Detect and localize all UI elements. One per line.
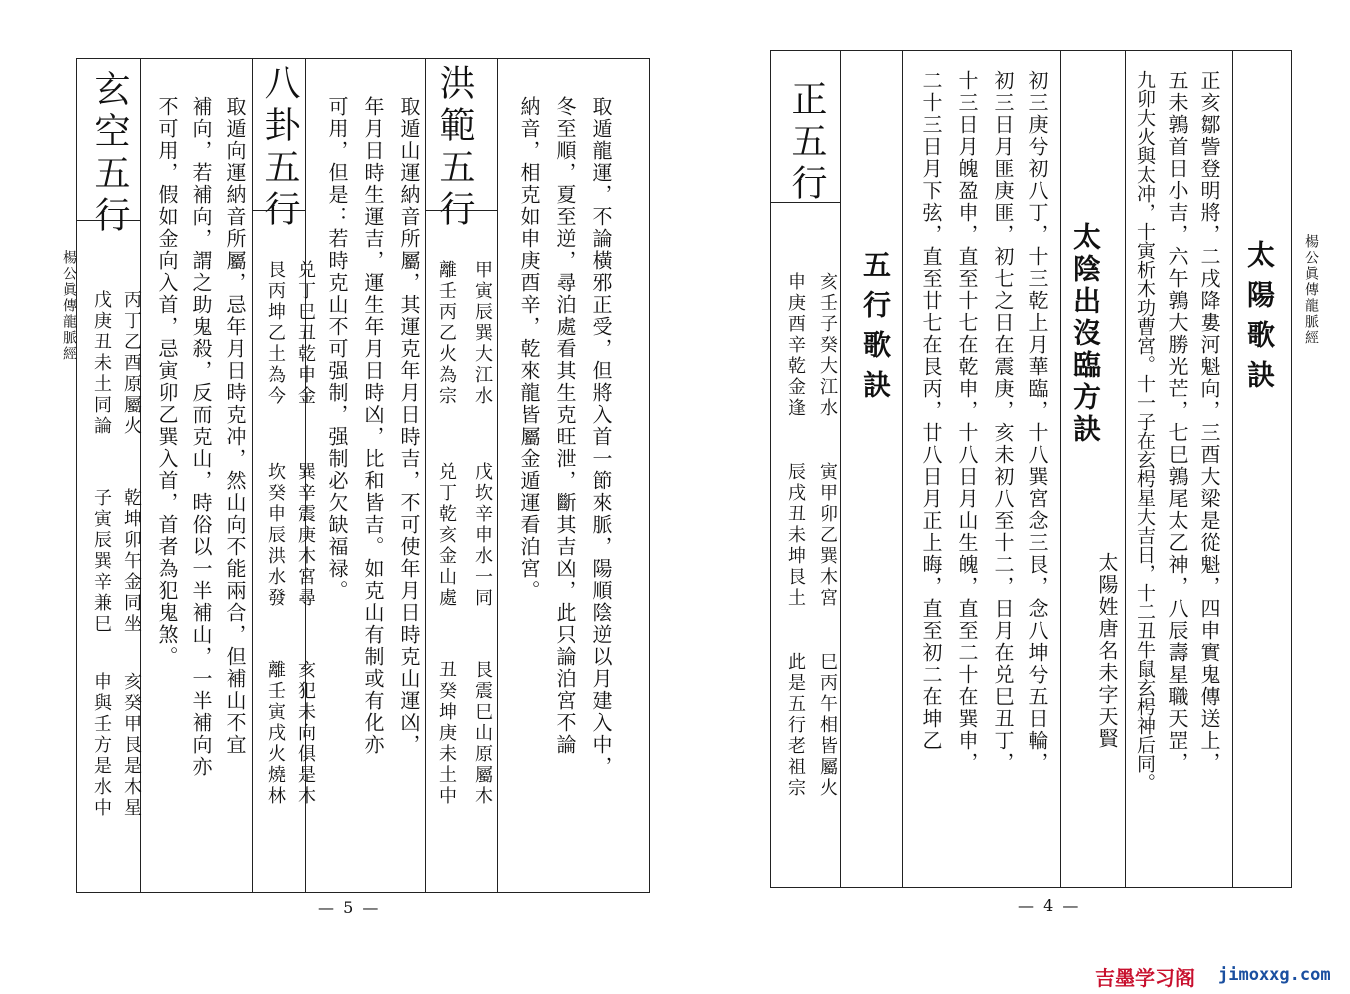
bagua-row-1-cell-2: 巽辛震庚木宮尋 bbox=[295, 462, 316, 609]
zheng-row-2-cell-1: 申庚酉辛乾金逢 bbox=[785, 272, 806, 419]
watermark-cn: 吉墨学习阁 bbox=[1095, 966, 1195, 990]
bagua-text-col-2: 補向，若補向，謂之助鬼殺，反而克山，時俗以一半補山，一半補向亦 bbox=[189, 96, 213, 778]
hongfan-title: 洪範五行 bbox=[434, 64, 475, 232]
zheng-row-2-cell-3: 此是五行老祖宗 bbox=[785, 652, 806, 799]
p5-text-col-1: 取遁龍運，不論橫邪正受，但將入首一節來脈，陽順陰逆以月建入中， bbox=[589, 96, 613, 778]
watermark-url: jimoxxg.com bbox=[1218, 965, 1331, 985]
taiyin-rule-right bbox=[1125, 50, 1126, 888]
zheng-row-1-cell-1: 亥壬子癸大江水 bbox=[817, 272, 838, 419]
taiyin-line-3: 十三日月魄盈申，直至十七在乾申，十八日月山生魄，直至二十在巽申， bbox=[955, 70, 979, 774]
xuankong-row-2-cell-1: 戊庚丑未土同論 bbox=[91, 290, 112, 437]
hongfan-rule-left bbox=[425, 58, 426, 893]
zheng-row-2-cell-2: 辰戌丑未坤艮土 bbox=[785, 462, 806, 609]
taiyin-line-4: 二十三日月下弦，直至廿七在艮丙，廿八日月正上晦，直至初二在坤乙 bbox=[919, 70, 943, 752]
wuxing-rule bbox=[902, 50, 903, 888]
page-4-running-head: 楊公眞傳龍脈經 bbox=[1303, 234, 1319, 346]
taiyang-line-3: 九卯大火與太冲，十寅析木功曹宮。十一子在玄枵星大吉日，十二丑牛鼠玄枵神后同。 bbox=[1134, 70, 1156, 792]
bagua-row-2-cell-1: 艮丙坤乙土為今 bbox=[265, 260, 286, 407]
hongfan-rule-right bbox=[497, 58, 498, 893]
hongfan-row-2-cell-3: 丑癸坤庚未土中 bbox=[436, 660, 457, 807]
bagua-row-1-cell-1: 兑丁巳丑乾申金 bbox=[295, 260, 316, 407]
taiyin-line-1: 初三庚兮初八丁，十三乾上月華臨，十八巽宮念三艮，念八坤兮五日輪， bbox=[1025, 70, 1049, 774]
bagua-title: 八卦五行 bbox=[259, 64, 300, 232]
hongfan-row-2-cell-1: 離壬丙乙火為宗 bbox=[436, 260, 457, 407]
bagua-row-2-cell-3: 離壬寅戌火燒林 bbox=[265, 660, 286, 807]
hongfan-text-col-2: 年月日時生運吉，運生年月日時凶，比和皆吉。如克山有制或有化亦 bbox=[361, 96, 385, 756]
xuankong-row-1-cell-1: 丙丁乙酉原屬火 bbox=[121, 290, 142, 437]
page-5-number: — 5 — bbox=[318, 898, 381, 917]
p5-text-col-2: 冬至順，夏至逆，尋泊處看其生克旺泄，斷其吉凶，此只論泊宮不論 bbox=[553, 96, 577, 756]
bagua-row-1-cell-3: 亥犯未向俱是木 bbox=[295, 660, 316, 807]
xuankong-row-2-cell-2: 子寅辰巽辛兼巳 bbox=[91, 488, 112, 635]
taiyang-line-1: 正亥鄒訾登明將，二戌降婁河魁向，三酉大梁是從魁，四申實鬼傳送上， bbox=[1197, 70, 1221, 774]
taiyin-title: 太陰出沒臨方訣 bbox=[1069, 222, 1102, 446]
taiyin-subtitle: 太陽姓唐名未字天賢 bbox=[1095, 552, 1119, 750]
zheng-rule-right bbox=[840, 50, 841, 888]
wuxing-title: 五行歌訣 bbox=[859, 250, 892, 410]
xuankong-row-2-cell-3: 申與壬方是水中 bbox=[91, 672, 112, 819]
xuankong-title: 玄空五行 bbox=[89, 70, 130, 238]
bagua-text-col-3: 不可用，假如金向入首，忌寅卯乙巽入首，首者為犯鬼煞。 bbox=[155, 96, 179, 668]
zheng-row-1-cell-3: 巳丙午相皆屬火 bbox=[817, 652, 838, 799]
bagua-text-col-1: 取遁向運納音所屬，忌年月日時克冲，然山向不能兩合，但補山不宜 bbox=[223, 96, 247, 756]
hongfan-text-col-1: 取遁山運納音所屬，其運克年月日時吉，不可使年月日時克山運凶， bbox=[397, 96, 421, 756]
taiyin-line-2: 初三日月匪庚匪，初七之日在震庚，亥未初八至十二，日月在兑巳丑丁， bbox=[991, 70, 1015, 774]
page-5-running-head: 楊公眞傳龍脈經 bbox=[61, 250, 77, 362]
xuankong-row-1-cell-3: 亥癸甲艮是木星 bbox=[121, 672, 142, 819]
bagua-row-2-cell-2: 坎癸申辰洪水發 bbox=[265, 462, 286, 609]
xuankong-row-1-cell-2: 乾坤卯午金同坐 bbox=[121, 488, 142, 635]
hongfan-row-1-cell-1: 甲寅辰巽大江水 bbox=[472, 260, 493, 407]
zheng-row-1-cell-2: 寅甲卯乙巽木宮 bbox=[817, 462, 838, 609]
taiyang-title: 太陽歌訣 bbox=[1243, 240, 1276, 400]
taiyang-line-2: 五未鶉首日小吉，六午鶉大勝光芒，七巳鶉尾太乙神，八辰壽星職天罡， bbox=[1165, 70, 1189, 774]
zheng-title: 正五行 bbox=[786, 80, 827, 206]
hongfan-row-2-cell-2: 兑丁乾亥金山處 bbox=[436, 462, 457, 609]
taiyin-rule-left bbox=[1060, 50, 1061, 888]
p5-text-col-3: 納音，相克如申庚酉辛，乾來龍皆屬金遁運看泊宮。 bbox=[517, 96, 541, 602]
taiyang-rule bbox=[1232, 50, 1233, 888]
hongfan-text-col-3: 可用，但是：若時克山不可强制，强制必欠缺福禄。 bbox=[325, 96, 349, 602]
hongfan-row-1-cell-2: 戊坎辛申水一同 bbox=[472, 462, 493, 609]
bagua-rule-left bbox=[252, 58, 253, 893]
hongfan-row-1-cell-3: 艮震巳山原屬木 bbox=[472, 660, 493, 807]
page-4-number: — 4 — bbox=[1018, 896, 1081, 915]
